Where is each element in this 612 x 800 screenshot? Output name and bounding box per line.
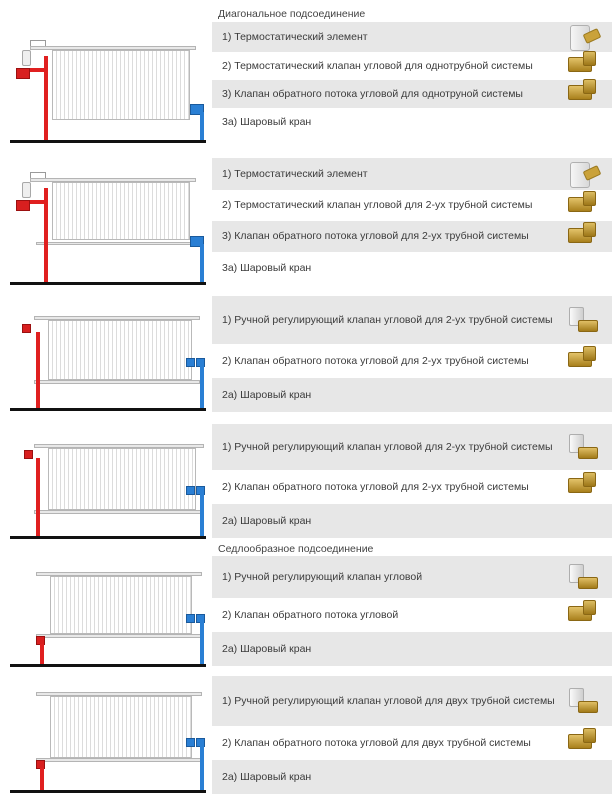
part-label: 1) Ручной регулирующий клапан угловой	[222, 570, 423, 583]
part-label: 1) Ручной регулирующий клапан угловой для 2-ух трубной системы	[222, 440, 553, 453]
radiator-fins	[49, 321, 191, 379]
part-label: 2) Термостатический клапан угловой для однотрубной системы	[222, 59, 533, 72]
manual-valve	[22, 324, 31, 333]
part-row[interactable]	[212, 424, 612, 470]
part-label: 3) Клапан обратного потока угловой для 2-ух трубной системы	[222, 230, 529, 243]
part-row[interactable]	[212, 221, 612, 252]
brass-valve-icon	[564, 81, 606, 107]
part-row[interactable]	[212, 190, 612, 221]
radiator-fins	[51, 577, 191, 633]
part-row[interactable]	[212, 470, 612, 504]
thermostatic-head	[22, 50, 31, 66]
supply-pipe-branch	[30, 68, 48, 72]
radiator-bottom-rail	[34, 380, 200, 384]
supply-pipe	[36, 332, 40, 410]
floor-line	[10, 408, 206, 411]
part-row[interactable]	[212, 632, 612, 666]
brass-valve-icon	[564, 193, 606, 219]
radiator-body	[52, 50, 190, 120]
no-icon	[564, 255, 606, 281]
return-pipe	[200, 244, 204, 284]
connection-block-1	[0, 22, 612, 142]
part-label: 2) Клапан обратного потока угловой для двух трубной системы	[222, 736, 531, 749]
no-icon	[564, 764, 606, 790]
connection-block-2	[0, 158, 612, 284]
thermostatic-element-icon	[564, 161, 606, 187]
part-label: 2а) Шаровый кран	[222, 388, 312, 401]
return-valve-2	[186, 486, 195, 495]
return-pipe	[200, 622, 204, 666]
return-pipe	[200, 746, 204, 792]
part-row[interactable]	[212, 378, 612, 412]
part-row[interactable]	[212, 598, 612, 632]
section-title-diagonal: Диагональное подсоединение	[218, 8, 366, 20]
no-icon	[564, 109, 606, 135]
part-label: 2) Термостатический клапан угловой для 2-ух трубной системы	[222, 199, 533, 212]
no-icon	[564, 508, 606, 534]
no-icon	[564, 382, 606, 408]
supply-pipe	[36, 458, 40, 538]
supply-pipe-branch	[30, 200, 48, 204]
thermostatic-element-icon	[564, 24, 606, 50]
radiator-fins	[49, 449, 195, 509]
brass-valve-icon	[564, 53, 606, 79]
diagram-side-1	[0, 296, 212, 412]
manual-valve	[24, 450, 33, 459]
part-list-1	[212, 22, 612, 142]
radiator-fins	[53, 51, 189, 119]
diagram-saddle-1	[0, 556, 212, 666]
section-title-saddle: Седлообразное подсоединение	[218, 543, 374, 555]
supply-pipe	[40, 644, 44, 666]
radiator-bottom-rail	[36, 634, 202, 638]
part-row[interactable]	[212, 108, 612, 136]
part-row[interactable]	[212, 80, 612, 108]
part-row[interactable]	[212, 726, 612, 760]
radiator-bottom-rail	[36, 758, 202, 762]
radiator-fins	[53, 183, 189, 239]
supply-valve	[16, 68, 30, 79]
part-row[interactable]	[212, 760, 612, 794]
radiator-bottom-rail	[36, 242, 192, 245]
brass-valve-icon	[564, 224, 606, 250]
radiator-bracket	[30, 172, 46, 178]
radiator-bottom-rail	[34, 510, 204, 514]
part-label: 1) Термостатический элемент	[222, 30, 368, 43]
part-row[interactable]	[212, 52, 612, 80]
part-label: 1) Ручной регулирующий клапан угловой для двух трубной системы	[222, 694, 555, 707]
radiator-body	[50, 576, 192, 634]
part-label: 1) Ручной регулирующий клапан угловой для 2-ух трубной системы	[222, 313, 553, 326]
radiator-bracket	[30, 40, 46, 46]
part-label: 1) Термостатический элемент	[222, 167, 368, 180]
brass-valve-icon	[564, 348, 606, 374]
manual-valve-icon	[564, 688, 606, 714]
manual-valve-icon	[564, 434, 606, 460]
part-label: 2а) Шаровый кран	[222, 514, 312, 527]
return-valve-2	[186, 738, 195, 747]
return-pipe	[200, 494, 204, 538]
supply-valve	[16, 200, 30, 211]
part-list-6	[212, 676, 612, 794]
part-label: 3) Клапан обратного потока угловой для однотруной системы	[222, 87, 523, 100]
part-list-2	[212, 158, 612, 284]
part-row[interactable]	[212, 676, 612, 726]
floor-line	[10, 140, 206, 143]
return-valve-2	[186, 614, 195, 623]
part-row[interactable]	[212, 158, 612, 190]
return-pipe	[200, 366, 204, 410]
manual-valve-icon	[564, 307, 606, 333]
radiator-body	[48, 320, 192, 380]
radiator-body	[50, 696, 192, 758]
part-row[interactable]	[212, 504, 612, 538]
part-row[interactable]	[212, 252, 612, 284]
part-row[interactable]	[212, 344, 612, 378]
floor-line	[10, 536, 206, 539]
no-icon	[564, 636, 606, 662]
connection-block-4	[0, 424, 612, 538]
radiator-body	[52, 182, 190, 240]
connection-block-3	[0, 296, 612, 412]
floor-line	[10, 282, 206, 285]
part-list-5	[212, 556, 612, 666]
connection-block-6	[0, 676, 612, 794]
part-label: 2а) Шаровый кран	[222, 642, 312, 655]
diagram-diagonal-2	[0, 158, 212, 284]
diagram-saddle-2	[0, 676, 212, 794]
thermostatic-head	[22, 182, 31, 198]
part-label: 2а) Шаровый кран	[222, 770, 312, 783]
part-list-4	[212, 424, 612, 538]
floor-line	[10, 664, 206, 667]
supply-pipe	[40, 768, 44, 792]
part-label: 3а) Шаровый кран	[222, 261, 312, 274]
manual-valve-icon	[564, 564, 606, 590]
brass-valve-icon	[564, 730, 606, 756]
part-label: 2) Клапан обратного потока угловой	[222, 608, 399, 621]
radiator-body	[48, 448, 196, 510]
return-valve-2	[186, 358, 195, 367]
part-label: 2) Клапан обратного потока угловой для 2-ух трубной системы	[222, 480, 529, 493]
part-label: 2) Клапан обратного потока угловой для 2-ух трубной системы	[222, 354, 529, 367]
brass-valve-icon	[564, 602, 606, 628]
connection-block-5	[0, 556, 612, 666]
brass-valve-icon	[564, 474, 606, 500]
diagram-side-2	[0, 424, 212, 538]
diagram-diagonal-1	[0, 22, 212, 142]
floor-line	[10, 790, 206, 793]
part-row[interactable]	[212, 556, 612, 598]
return-pipe	[200, 112, 204, 142]
radiator-fins	[51, 697, 191, 757]
part-list-3	[212, 296, 612, 412]
part-label: 3а) Шаровый кран	[222, 115, 312, 128]
part-row[interactable]	[212, 296, 612, 344]
part-row[interactable]	[212, 22, 612, 52]
